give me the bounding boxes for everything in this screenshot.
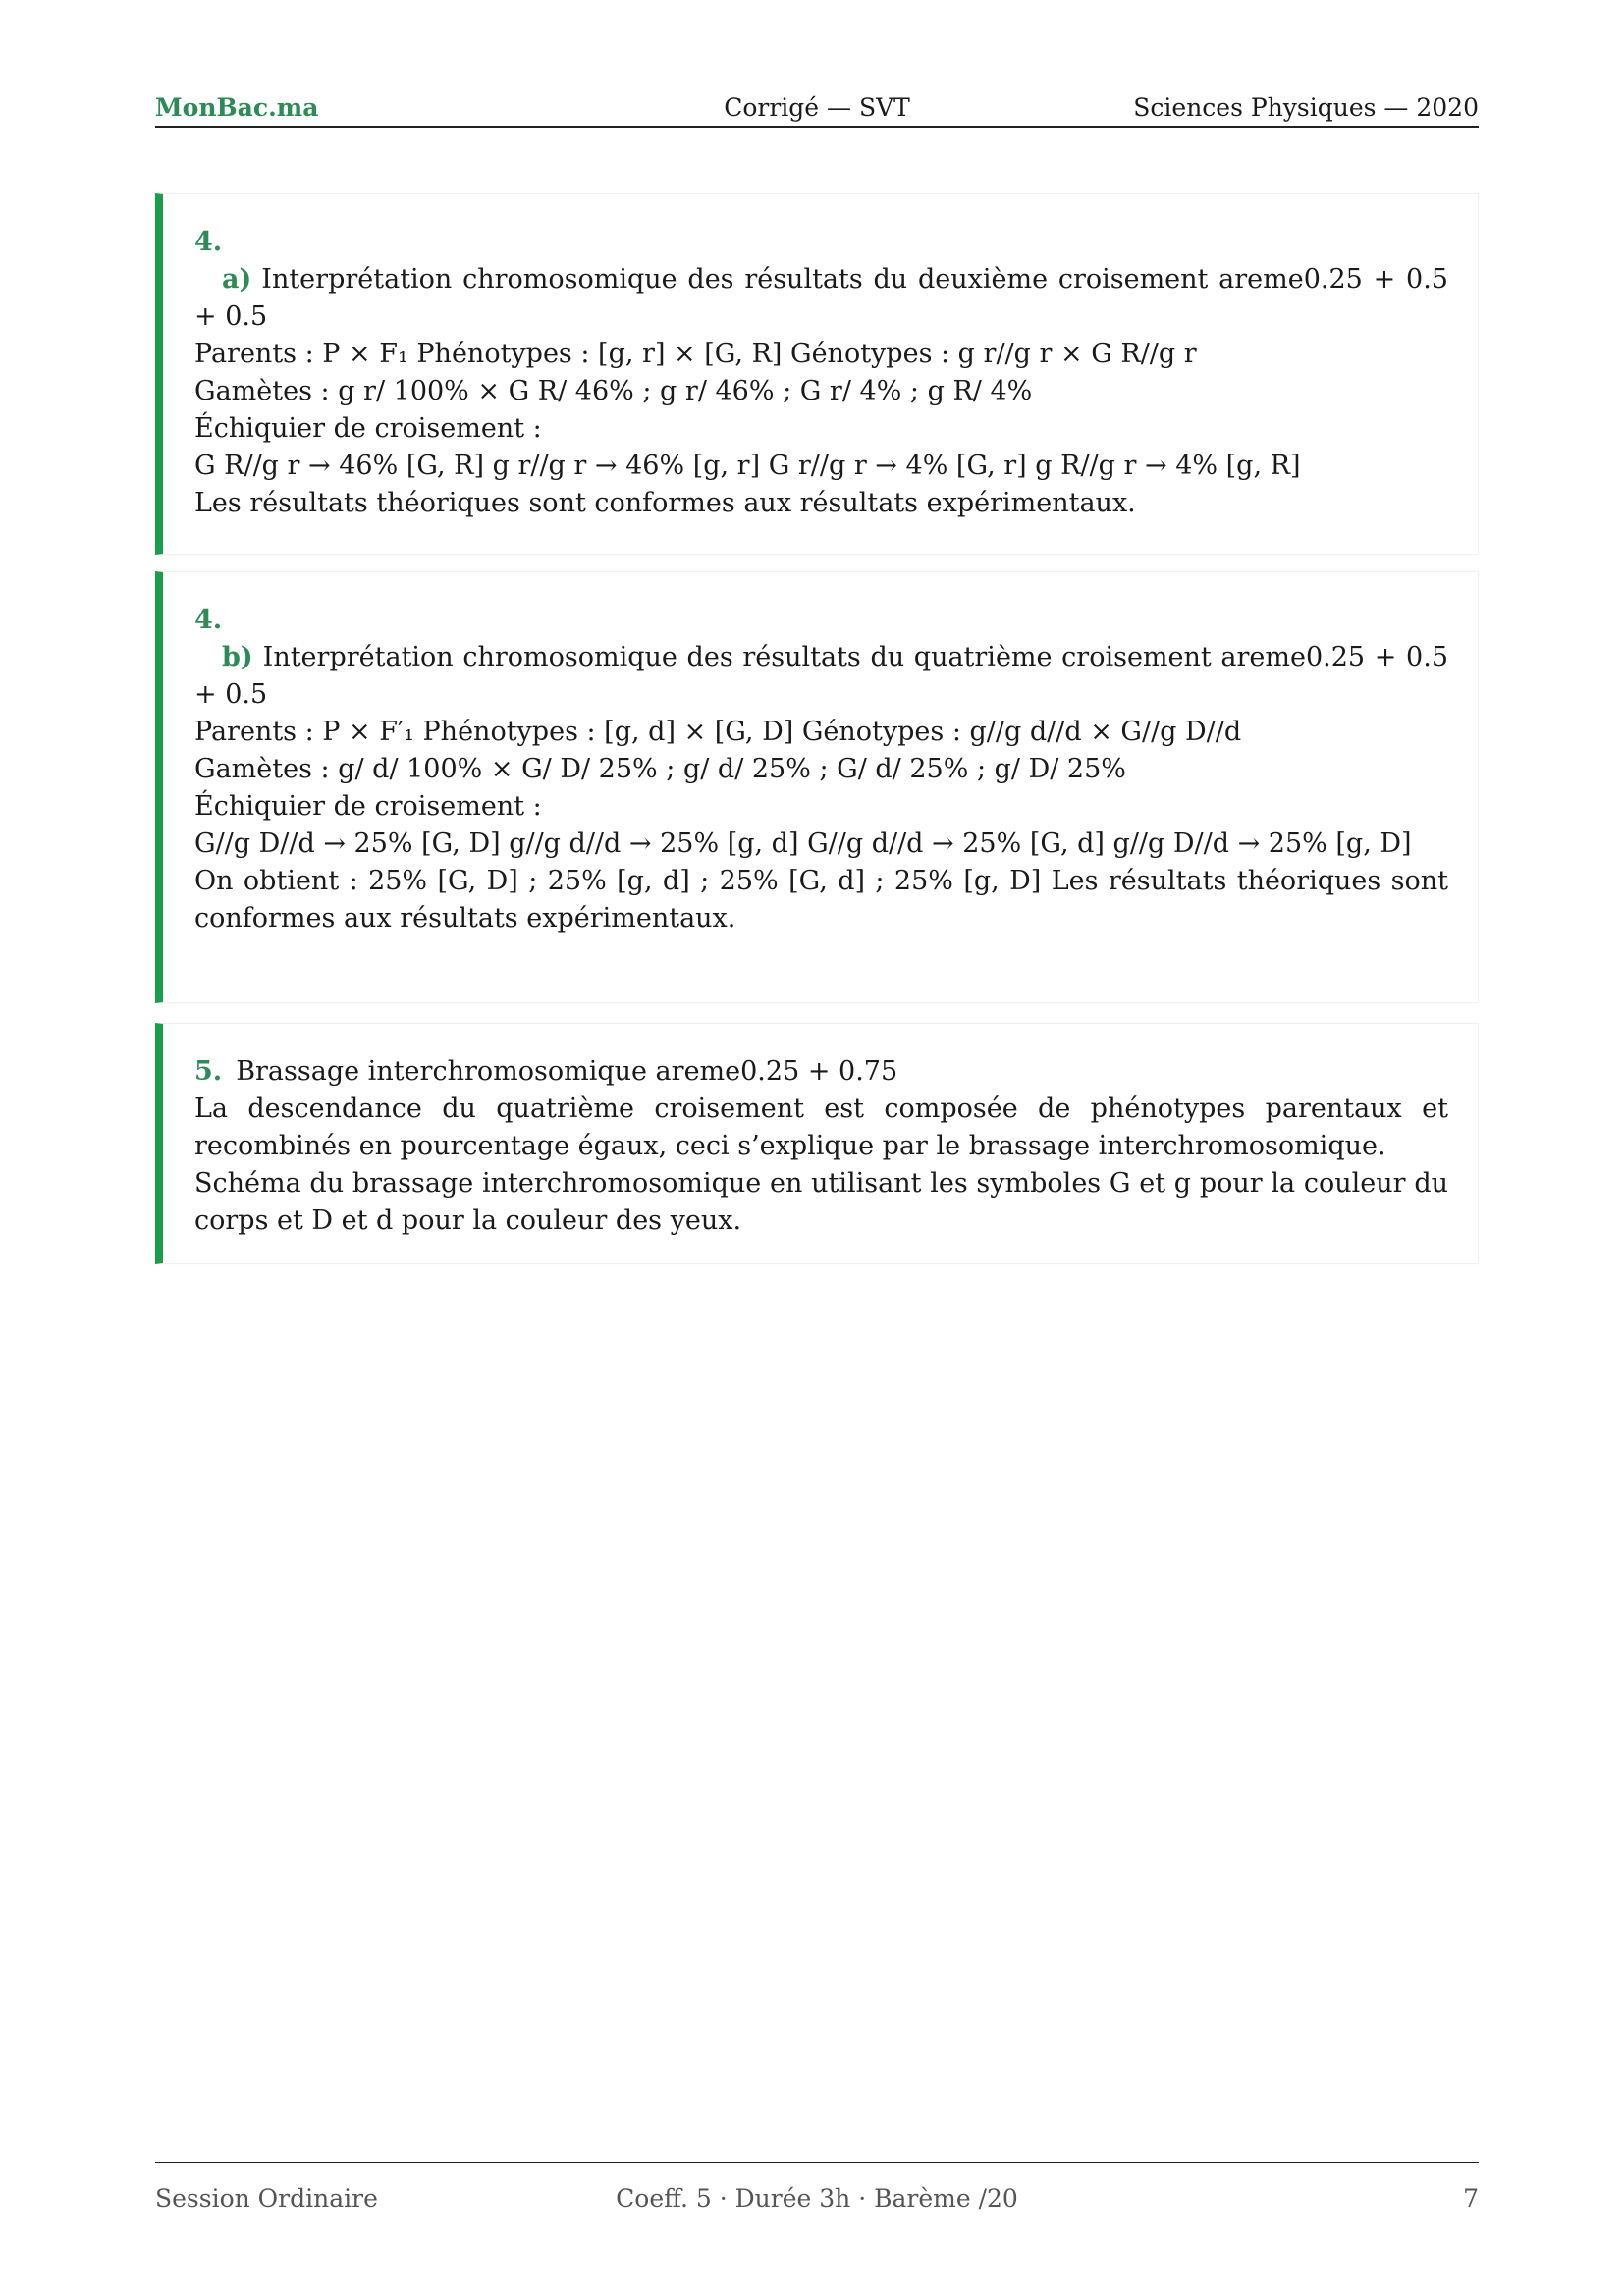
question-number: 4. — [194, 227, 223, 257]
question-title: Brassage interchromosomique areme0.25 + 0.75 — [236, 1056, 898, 1087]
explanation-paragraph: La descendance du quatrième croisement est composée de phénotypes parentaux et recombinés en pourcentage égaux, ceci s’explique par le brassage interchromosomique. — [194, 1094, 1448, 1161]
page-number: 7 — [1463, 2184, 1479, 2213]
page-header — [155, 90, 1479, 128]
parents-line: Parents : P × F₁ Phénotypes : [g, r] × [G, R] Génotypes : g r//g r × G R//g r — [194, 339, 1197, 369]
answer-box-4b — [155, 571, 1479, 1003]
crossing-results: G//g D//d → 25% [G, D] g//g d//d → 25% [g, d] G//g d//d → 25% [G, d] g//g D//d → 25% [g, D] — [194, 828, 1412, 859]
crossing-results: G R//g r → 46% [G, R] g r//g r → 46% [g, r] G r//g r → 4% [G, r] g R//g r → 4% [g, R] — [194, 451, 1301, 481]
gametes-line: Gamètes : g r/ 100% × G R/ 46% ; g r/ 46% ; G r/ 4% ; g R/ 4% — [194, 376, 1033, 406]
question-number: 5. — [194, 1056, 223, 1087]
question-title-line — [194, 1053, 1448, 1091]
parents-line: Parents : P × F′₁ Phénotypes : [g, d] × [G, D] Génotypes : g//g d//d × G//g D//d — [194, 717, 1242, 747]
footer-exam-info: Coeff. 5 · Durée 3h · Barème /20 — [616, 2184, 1018, 2213]
subquestion-label: b) — [222, 642, 253, 672]
answer-box-5 — [155, 1023, 1479, 1264]
gametes-line: Gamètes : g/ d/ 100% × G/ D/ 25% ; g/ d/ 25% ; G/ d/ 25% ; g/ D/ 25% — [194, 754, 1126, 784]
brand-logo-text: MonBac.ma — [155, 93, 319, 122]
conclusion-text: On obtient : 25% [G, D] ; 25% [g, d] ; 25% [G, d] ; 25% [g, D] Les résultats théoriques sont conformes aux résultats expérimentaux. — [194, 866, 1448, 934]
conclusion-text: Les résultats théoriques sont conformes aux résultats expérimentaux. — [194, 488, 1136, 518]
footer-session: Session Ordinaire — [155, 2184, 378, 2213]
question-number: 4. — [194, 605, 223, 635]
question-title-line — [194, 261, 1448, 336]
question-title: Interprétation chromosomique des résultats du quatrième croisement areme0.25 + 0.5 + 0.5 — [194, 642, 1448, 710]
answer-box-4a — [155, 193, 1479, 555]
schema-paragraph: Schéma du brassage interchromosomique en utilisant les symboles G et g pour la couleur du corps et D et d pour la couleur des yeux. — [194, 1168, 1448, 1236]
page-footer — [155, 2162, 1479, 2222]
question-title: Interprétation chromosomique des résultats du deuxième croisement areme0.25 + 0.5 + 0.5 — [194, 264, 1448, 332]
header-subject: Corrigé — SVT — [724, 93, 910, 122]
question-title-line — [194, 639, 1448, 714]
header-series-year: Sciences Physiques — 2020 — [1133, 93, 1479, 122]
echiquier-label: Échiquier de croisement : — [194, 791, 542, 822]
subquestion-label: a) — [222, 264, 252, 294]
echiquier-label: Échiquier de croisement : — [194, 413, 542, 444]
